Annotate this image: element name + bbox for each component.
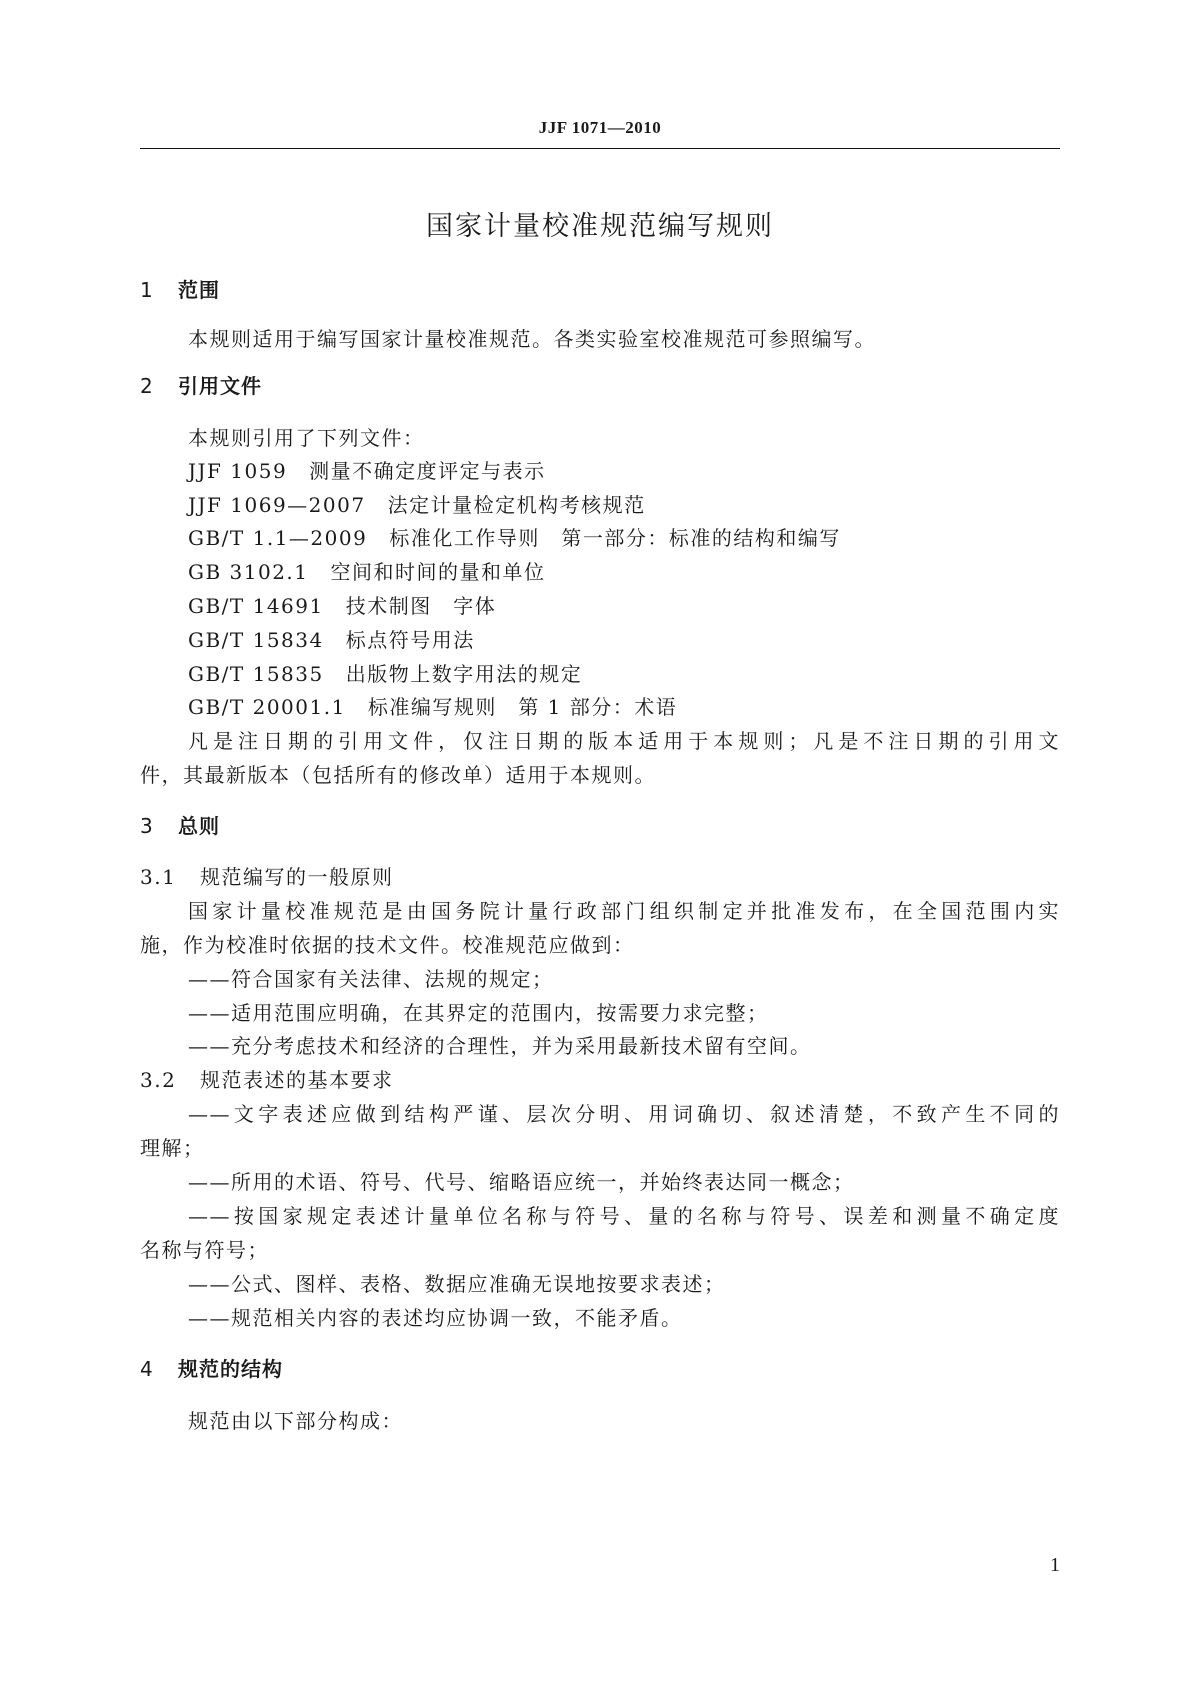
reference-title: 技术制图 字体 — [345, 594, 497, 618]
section-3-number: 3 — [140, 814, 154, 838]
page-title: 国家计量校准规范编写规则 — [426, 211, 774, 242]
list-item-continuation: 名称与符号； — [140, 1238, 269, 1262]
reference-code: GB/T 15835 — [188, 662, 324, 686]
reference-item — [188, 592, 1060, 620]
subsection-3-2-heading — [140, 1066, 1060, 1094]
reference-code: GB 3102.1 — [188, 560, 309, 584]
list-item: ——按国家规定表述计量单位名称与符号、量的名称与符号、误差和测量不确定度 — [188, 1204, 1060, 1228]
section-3-heading — [140, 812, 1060, 840]
header-standard-code: JJF 1071—2010 — [538, 118, 662, 137]
reference-title: 标准编写规则 第 1 部分：术语 — [367, 695, 678, 719]
page-number: 1 — [1050, 1554, 1060, 1576]
section-1-paragraph: 本规则适用于编写国家计量校准规范。各类实验室校准规范可参照编写。 — [188, 327, 876, 351]
section-1-number: 1 — [140, 278, 154, 302]
subsection-3-1-title: 规范编写的一般原则 — [200, 865, 394, 889]
list-item: ——公式、图样、表格、数据应准确无误地按要求表述； — [188, 1272, 726, 1296]
reference-item — [188, 693, 1060, 721]
section-2-note-line-2: 件，其最新版本（包括所有的修改单）适用于本规则。 — [140, 763, 656, 787]
subsection-3-1-paragraph-line-2: 施，作为校准时依据的技术文件。校准规范应做到： — [140, 933, 635, 957]
section-3-title: 总则 — [178, 814, 220, 838]
reference-title: 测量不确定度评定与表示 — [309, 459, 546, 483]
list-item: ——文字表述应做到结构严谨、层次分明、用词确切、叙述清楚，不致产生不同的 — [188, 1102, 1060, 1126]
reference-code: GB/T 1.1—2009 — [188, 526, 368, 550]
reference-item — [188, 457, 1060, 485]
reference-title: 标准化工作导则 第一部分：标准的结构和编写 — [389, 526, 841, 550]
section-4-number: 4 — [140, 1357, 154, 1381]
subsection-3-1-heading — [140, 863, 1060, 891]
reference-code: JJF 1059 — [188, 459, 288, 483]
section-2-note-line-1: 凡是注日期的引用文件，仅注日期的版本适用于本规则；凡是不注日期的引用文 — [188, 729, 1060, 753]
section-2-number: 2 — [140, 374, 154, 398]
list-item-continuation: 理解； — [140, 1136, 205, 1160]
list-item: ——规范相关内容的表述均应协调一致，不能矛盾。 — [188, 1306, 683, 1330]
reference-title: 法定计量检定机构考核规范 — [387, 493, 646, 517]
subsection-3-2-title: 规范表述的基本要求 — [200, 1068, 394, 1092]
reference-code: GB/T 20001.1 — [188, 695, 346, 719]
reference-item — [188, 491, 1060, 519]
reference-item — [188, 524, 1060, 552]
reference-item — [188, 626, 1060, 654]
list-item: ——充分考虑技术和经济的合理性，并为采用最新技术留有空间。 — [188, 1034, 812, 1058]
reference-title: 标点符号用法 — [345, 628, 475, 652]
header-rule — [140, 148, 1060, 149]
reference-title: 出版物上数字用法的规定 — [345, 662, 583, 686]
list-item: ——所用的术语、符号、代号、缩略语应统一，并始终表达同一概念； — [188, 1170, 855, 1194]
section-4-heading — [140, 1355, 1060, 1383]
reference-code: JJF 1069—2007 — [188, 493, 366, 517]
section-2-title: 引用文件 — [178, 374, 262, 398]
subsection-3-2-number: 3.2 — [140, 1068, 177, 1092]
reference-code: GB/T 15834 — [188, 628, 324, 652]
section-1-title: 范围 — [178, 278, 220, 302]
list-item: ——适用范围应明确，在其界定的范围内，按需要力求完整； — [188, 1001, 769, 1025]
subsection-3-1-paragraph-line-1: 国家计量校准规范是由国务院计量行政部门组织制定并批准发布，在全国范围内实 — [188, 899, 1060, 923]
section-4-title: 规范的结构 — [178, 1357, 283, 1381]
subsection-3-1-number: 3.1 — [140, 865, 177, 889]
reference-item — [188, 558, 1060, 586]
reference-title: 空间和时间的量和单位 — [330, 560, 546, 584]
reference-item — [188, 660, 1060, 688]
section-4-paragraph: 规范由以下部分构成： — [188, 1409, 403, 1433]
list-item: ——符合国家有关法律、法规的规定； — [188, 967, 554, 991]
reference-code: GB/T 14691 — [188, 594, 324, 618]
section-1-heading — [140, 276, 1060, 304]
section-2-intro: 本规则引用了下列文件： — [188, 426, 425, 450]
section-2-heading — [140, 372, 1060, 400]
